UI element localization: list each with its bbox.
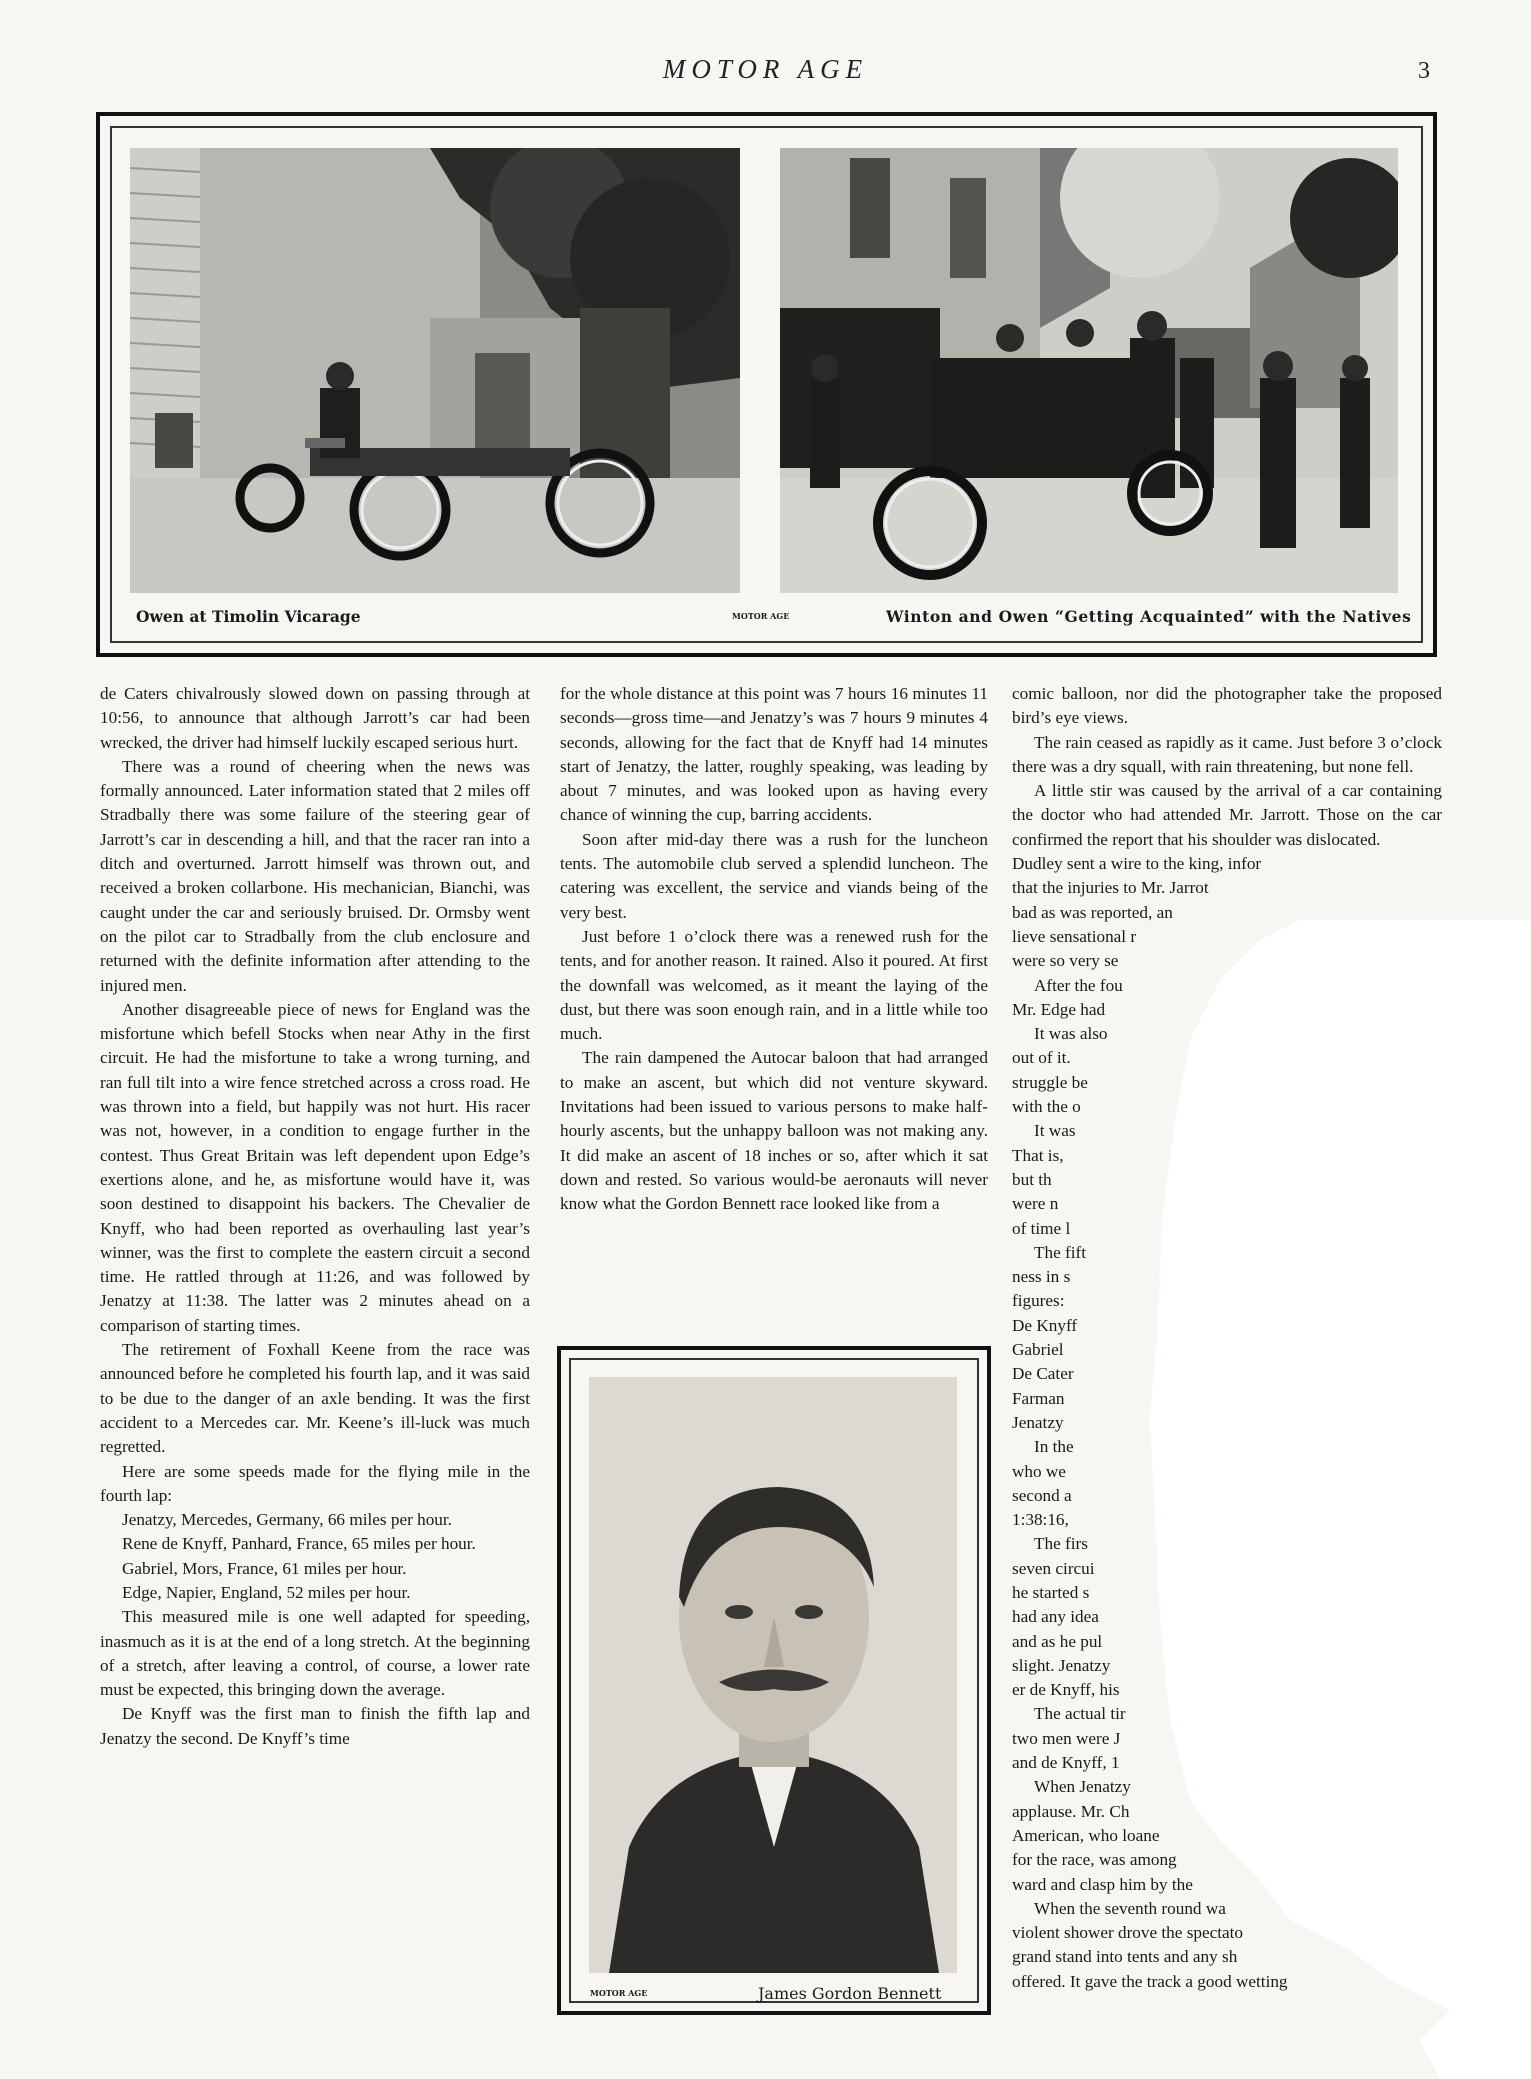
speed-entry: Edge, Napier, England, 52 miles per hour.	[122, 1582, 411, 1602]
fragment-line: grand stand into tents and any sh	[1012, 1947, 1238, 1967]
fragment-line: 1:38:16,	[1012, 1510, 1069, 1530]
paragraph: There was a round of cheering when the news was formally announced. Later information stated that 2 miles off Stradbally there was some failure of the steering gear of Jarrott’s car in descending a hill, and that the racer ran into a ditch and overturned. Jarrott himself was thrown out, and received a broken collarbone. His mechanician, Bianchi, was caught under the car and seriously bruised. Dr. Ormsby went on the pilot car to Stradbally from the club enclosure and returned with the definite information after attending to the injured men.	[100, 756, 530, 995]
fragment-line: After the fou	[1034, 975, 1123, 995]
photo-owen-vicarage	[130, 148, 740, 593]
speed-entry: Gabriel, Mors, France, 61 miles per hour.	[122, 1558, 407, 1578]
paragraph: De Knyff was the first man to finish the fifth lap and Jenatzy the second. De Knyff’s time	[100, 1704, 530, 1748]
fragment-line: were so very se	[1012, 951, 1119, 971]
fragment-line: were n	[1012, 1194, 1059, 1214]
paragraph: Another disagreeable piece of news for England was the misfortune which befell Stocks when near Athy in the first circuit. He had the misfortune to take a wrong turning, and ran full tilt into a wire fence stretched across a cross road. He was thrown into a field, but happily was not hurt. His racer was not, however, in a condition to engage further in the contest. Thus Great Britain was left dependent upon Edge’s exertions alone, and he, as misfortune would have it, was soon destined to disappoint his backers. The Chevalier de Knyff, who had been reported as overhauling last year’s winner, was the first to complete the eastern circuit a second time. He rattled through at 11:26, and was followed by Jenatzy at 11:38. The latter was 2 minutes ahead on a comparison of starting times.	[100, 999, 530, 1335]
paragraph: de Caters chivalrously slowed down on passing through at 10:56, to announce that although Jarrott’s car had been wrecked, the driver had himself luckily escaped serious hurt.	[100, 684, 530, 752]
fragment-line: It was	[1034, 1121, 1076, 1141]
fragment-line: The firs	[1034, 1534, 1088, 1554]
fragment-line: ness in s	[1012, 1267, 1071, 1287]
fragment-line: In the	[1034, 1437, 1074, 1457]
fragment-line: That is,	[1012, 1145, 1064, 1165]
paragraph: The rain ceased as rapidly as it came. Just before 3 o’clock there was a dry squall, with rain threatening, but none fell.	[1012, 732, 1442, 776]
fragment-line: for the race, was among	[1012, 1850, 1177, 1870]
credit-motor-age-top: MOTOR AGE	[732, 611, 790, 621]
fragment-line: offered. It gave the track a good wetting	[1012, 1971, 1288, 1991]
torn-page-edge	[1150, 920, 1531, 2079]
fragment-line: violent shower drove the spectato	[1012, 1923, 1244, 1943]
page-number: 3	[1418, 58, 1430, 84]
fragment-line: bad as was reported, an	[1012, 902, 1173, 922]
column-left	[100, 682, 530, 1751]
paragraph: Soon after mid-day there was a rush for the luncheon tents. The automobile club served a splendid luncheon. The catering was excellent, the service and viands being of the very best.	[560, 829, 988, 922]
fragment-line: he started s	[1012, 1582, 1090, 1602]
paragraph: This measured mile is one well adapted for speeding, inasmuch as it is at the end of a long stretch. At the beginning of a stretch, after leaving a control, of course, a lower rate must be expected, this bringing down the average.	[100, 1607, 530, 1700]
fragment-line: applause. Mr. Ch	[1012, 1801, 1130, 1821]
fragment-line: had any idea	[1012, 1607, 1099, 1627]
fragment-line: two men were J	[1012, 1728, 1121, 1748]
fragment-line: of time l	[1012, 1218, 1071, 1238]
paragraph: comic balloon, nor did the photographer take the proposed bird’s eye views.	[1012, 684, 1442, 728]
photo-winton-owen-natives	[780, 148, 1398, 593]
paragraph: for the whole distance at this point was 7 hours 16 minutes 11 seconds—gross time—and Jenatzy’s was 7 hours 9 minutes 4 seconds, allowing for the fact that de Knyff had 14 minutes start of Jenatzy, the latter, roughly speaking, was leading by about 7 minutes, and was looked upon as having every chance of winning the cup, barring accidents.	[560, 684, 988, 825]
fragment-line: The actual tir	[1034, 1704, 1126, 1724]
portrait-james-gordon-bennett	[589, 1377, 957, 1973]
fragment-line: but th	[1012, 1169, 1052, 1189]
paragraph: Just before 1 o’clock there was a renewed rush for the tents, and for another reason. It rained. Also it poured. At first the downfall was welcomed, as it meant the laying of the dust, but there was soon enough rain, and in a little while too much.	[560, 926, 988, 1044]
caption-james-gordon-bennett: James Gordon Bennett	[758, 1984, 942, 2003]
speed-entry: Rene de Knyff, Panhard, France, 65 miles per hour.	[122, 1534, 476, 1554]
fragment-line: Dudley sent a wire to the king, infor	[1012, 854, 1262, 874]
fragment-line: lieve sensational r	[1012, 926, 1137, 946]
fragment-line: er de Knyff, his	[1012, 1680, 1120, 1700]
running-head: MOTOR AGE	[662, 54, 869, 84]
fragment-line: Gabriel	[1012, 1340, 1064, 1360]
column-middle	[560, 682, 988, 1217]
fragment-line: ward and clasp him by the	[1012, 1874, 1193, 1894]
fragment-line: Mr. Edge had	[1012, 999, 1106, 1019]
fragment-line: with the o	[1012, 1097, 1081, 1117]
credit-motor-age-portrait: MOTOR AGE	[590, 1988, 648, 1998]
fragment-line: seven circui	[1012, 1558, 1095, 1578]
caption-owen-vicarage: Owen at Timolin Vicarage	[136, 607, 361, 626]
caption-winton-owen: Winton and Owen “Getting Acquainted” with the Natives	[886, 607, 1412, 626]
fragment-line: slight. Jenatzy	[1012, 1655, 1111, 1675]
fragment-line: figures:	[1012, 1291, 1065, 1311]
fragment-line: who we	[1012, 1461, 1066, 1481]
fragment-line: Farman	[1012, 1388, 1065, 1408]
fragment-line: struggle be	[1012, 1072, 1088, 1092]
paragraph: The retirement of Foxhall Keene from the race was announced before he completed his fourth lap, and it was said to be due to the danger of an axle bending. It was the first accident to a Mercedes car. Mr. Keene’s ill-luck was much regretted.	[100, 1340, 530, 1457]
paragraph: A little stir was caused by the arrival of a car containing the doctor who had attended Mr. Jarrott. Those on the car confirmed the report that his shoulder was dislocated.	[1012, 781, 1442, 849]
fragment-line: The fift	[1034, 1242, 1087, 1262]
fragment-line: De Cater	[1012, 1364, 1074, 1384]
fragment-line: that the injuries to Mr. Jarrot	[1012, 878, 1209, 898]
fragment-line: out of it.	[1012, 1048, 1071, 1068]
fragment-line: and as he pul	[1012, 1631, 1103, 1651]
paragraph: Here are some speeds made for the flying mile in the fourth lap:	[100, 1461, 530, 1505]
fragment-line: and de Knyff, 1	[1012, 1753, 1120, 1773]
fragment-line: It was also	[1034, 1024, 1108, 1044]
fragment-line: De Knyff	[1012, 1315, 1078, 1335]
fragment-line: American, who loane	[1012, 1825, 1160, 1845]
fragment-line: second a	[1012, 1485, 1072, 1505]
fragment-line: When the seventh round wa	[1034, 1898, 1226, 1918]
fragment-line: When Jenatzy	[1034, 1777, 1131, 1797]
speed-entry: Jenatzy, Mercedes, Germany, 66 miles per hour.	[122, 1510, 452, 1530]
fragment-line: Jenatzy	[1012, 1412, 1064, 1432]
paragraph: The rain dampened the Autocar baloon that had arranged to make an ascent, but which did not venture skyward. Invitations had been issued to various persons to make half-hourly ascents, but the unhappy balloon was not making any. It did make an ascent of 18 inches or so, after which it sat down and rested. So various would-be aeronauts will never know what the Gordon Bennett race looked like from a	[560, 1048, 988, 1214]
